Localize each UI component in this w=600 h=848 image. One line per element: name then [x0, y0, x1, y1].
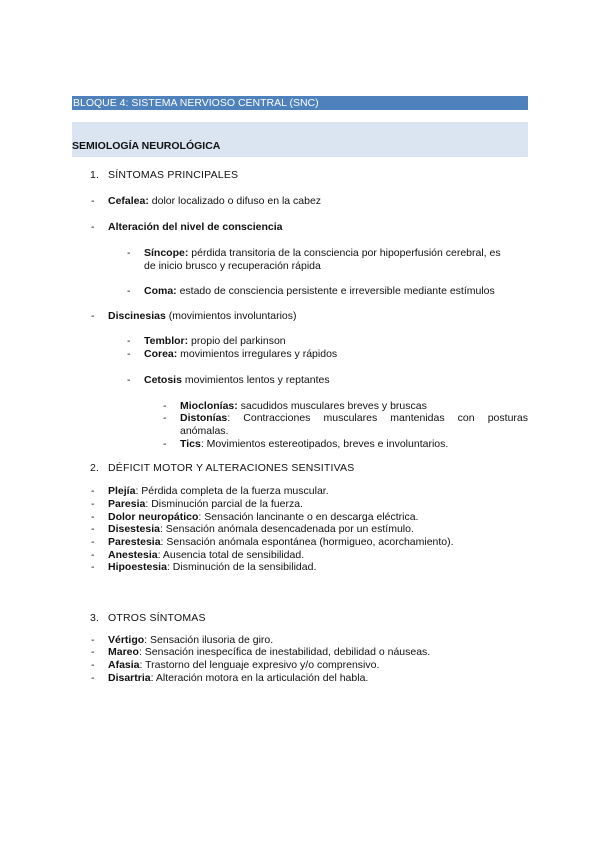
section-2-number: 2. — [90, 462, 100, 474]
term: Síncope: — [144, 247, 189, 259]
bullet: - — [127, 374, 131, 386]
term: Tics — [180, 438, 201, 450]
desc: : Pérdida completa de la fuerza muscular. — [135, 485, 329, 497]
term: Mareo — [108, 646, 139, 658]
section-1-title: SÍNTOMAS PRINCIPALES — [108, 169, 239, 181]
bullet: - — [91, 221, 95, 233]
term: Discinesias — [108, 310, 166, 322]
desc: : Disminución de la sensibilidad. — [166, 561, 317, 573]
term: Corea: — [144, 348, 178, 360]
item-distonias — [180, 412, 528, 425]
list-item — [108, 536, 454, 549]
desc: : Trastorno del lenguaje expresivo y/o comprensivo. — [139, 659, 380, 671]
bullet: - — [91, 511, 95, 523]
term: Temblor: — [144, 335, 189, 347]
term: Coma: — [144, 285, 177, 297]
item-coma — [144, 285, 495, 298]
desc: : Sensación anómala desencadenada por un estímulo. — [159, 523, 414, 535]
bullet: - — [163, 400, 167, 412]
item-discinesias — [108, 310, 297, 323]
section-1-number: 1. — [90, 169, 100, 181]
term: Dolor neuropático — [108, 511, 199, 523]
item-sincope-cont: de inicio brusco y recuperación rápida — [144, 260, 321, 272]
section-title: SEMIOLOGÍA NEUROLÓGICA — [72, 140, 221, 152]
desc: : Sensación ilusoria de giro. — [144, 634, 274, 646]
bullet: - — [127, 247, 131, 259]
term: Parestesia — [108, 536, 161, 548]
desc: estado de consciencia persistente e irreversible mediante estímulos — [176, 285, 495, 297]
desc: sacudidos musculares breves y bruscas — [237, 400, 427, 412]
term: Alteración del nivel de consciencia — [108, 221, 283, 233]
section-3-number: 3. — [90, 612, 100, 624]
item-alteracion — [108, 221, 282, 234]
bullet: - — [91, 310, 95, 322]
bullet: - — [163, 438, 167, 450]
section-2-title: DÉFICIT MOTOR Y ALTERACIONES SENSITIVAS — [108, 462, 355, 474]
term: Disestesia — [108, 523, 160, 535]
bullet: - — [91, 549, 95, 561]
bullet: - — [91, 561, 95, 573]
desc: : Ausencia total de sensibilidad. — [157, 549, 305, 561]
term: Distonías — [180, 412, 228, 424]
desc: : Sensación anómala espontánea (hormigueo, acorchamiento). — [160, 536, 454, 548]
term: Paresia — [108, 498, 146, 510]
bullet: - — [91, 634, 95, 646]
item-temblor — [144, 335, 286, 348]
list-item — [108, 659, 379, 672]
term: Disartria — [108, 672, 151, 684]
bullet: - — [91, 672, 95, 684]
bullet: - — [91, 195, 95, 207]
desc: dolor localizado o difuso en la cabez — [148, 195, 322, 207]
term: Hipoestesia — [108, 561, 167, 573]
list-item — [108, 561, 316, 574]
desc: movimientos lentos y reptantes — [181, 374, 330, 386]
item-cefalea — [108, 195, 321, 208]
desc: : Movimientos estereotipados, breves e involuntarios. — [200, 438, 449, 450]
section-3-title: OTROS SÍNTOMAS — [108, 612, 206, 624]
desc: (movimientos involuntarios) — [165, 310, 297, 322]
item-cetosis — [144, 374, 330, 387]
bullet: - — [91, 536, 95, 548]
list-item — [108, 498, 303, 511]
term: Cetosis — [144, 374, 182, 386]
bullet: - — [127, 348, 131, 360]
block-header: BLOQUE 4: SISTEMA NERVIOSO CENTRAL (SNC) — [72, 96, 528, 110]
item-sincope — [144, 247, 501, 260]
desc: propio del parkinson — [188, 335, 286, 347]
item-corea — [144, 348, 337, 361]
desc: movimientos irregulares y rápidos — [177, 348, 338, 360]
desc: : Contracciones musculares mantenidas con posturas — [227, 412, 528, 424]
bullet: - — [91, 498, 95, 510]
item-distonias-cont: anómalas. — [180, 425, 229, 437]
desc: : Sensación inespecífica de inestabilidad, debilidad o náuseas. — [138, 646, 431, 658]
desc: pérdida transitoria de la consciencia por hipoperfusión cerebral, es — [188, 247, 501, 259]
bullet: - — [91, 659, 95, 671]
list-item — [108, 523, 414, 536]
list-item — [108, 646, 430, 659]
list-item — [108, 485, 329, 498]
desc: : Alteración motora en la articulación del habla. — [150, 672, 369, 684]
term: Mioclonías: — [180, 400, 238, 412]
term: Anestesia — [108, 549, 158, 561]
desc: : Disminución parcial de la fuerza. — [145, 498, 303, 510]
bullet: - — [127, 285, 131, 297]
bullet: - — [91, 485, 95, 497]
list-item — [108, 672, 368, 685]
desc: : Sensación lancinante o en descarga eléctrica. — [198, 511, 419, 523]
bullet: - — [91, 523, 95, 535]
term: Cefalea: — [108, 195, 149, 207]
bullet: - — [163, 412, 167, 424]
bullet: - — [127, 335, 131, 347]
item-tics — [180, 438, 448, 451]
term: Afasia — [108, 659, 140, 671]
bullet: - — [91, 646, 95, 658]
term: Plejía — [108, 485, 136, 497]
term: Vértigo — [108, 634, 145, 646]
